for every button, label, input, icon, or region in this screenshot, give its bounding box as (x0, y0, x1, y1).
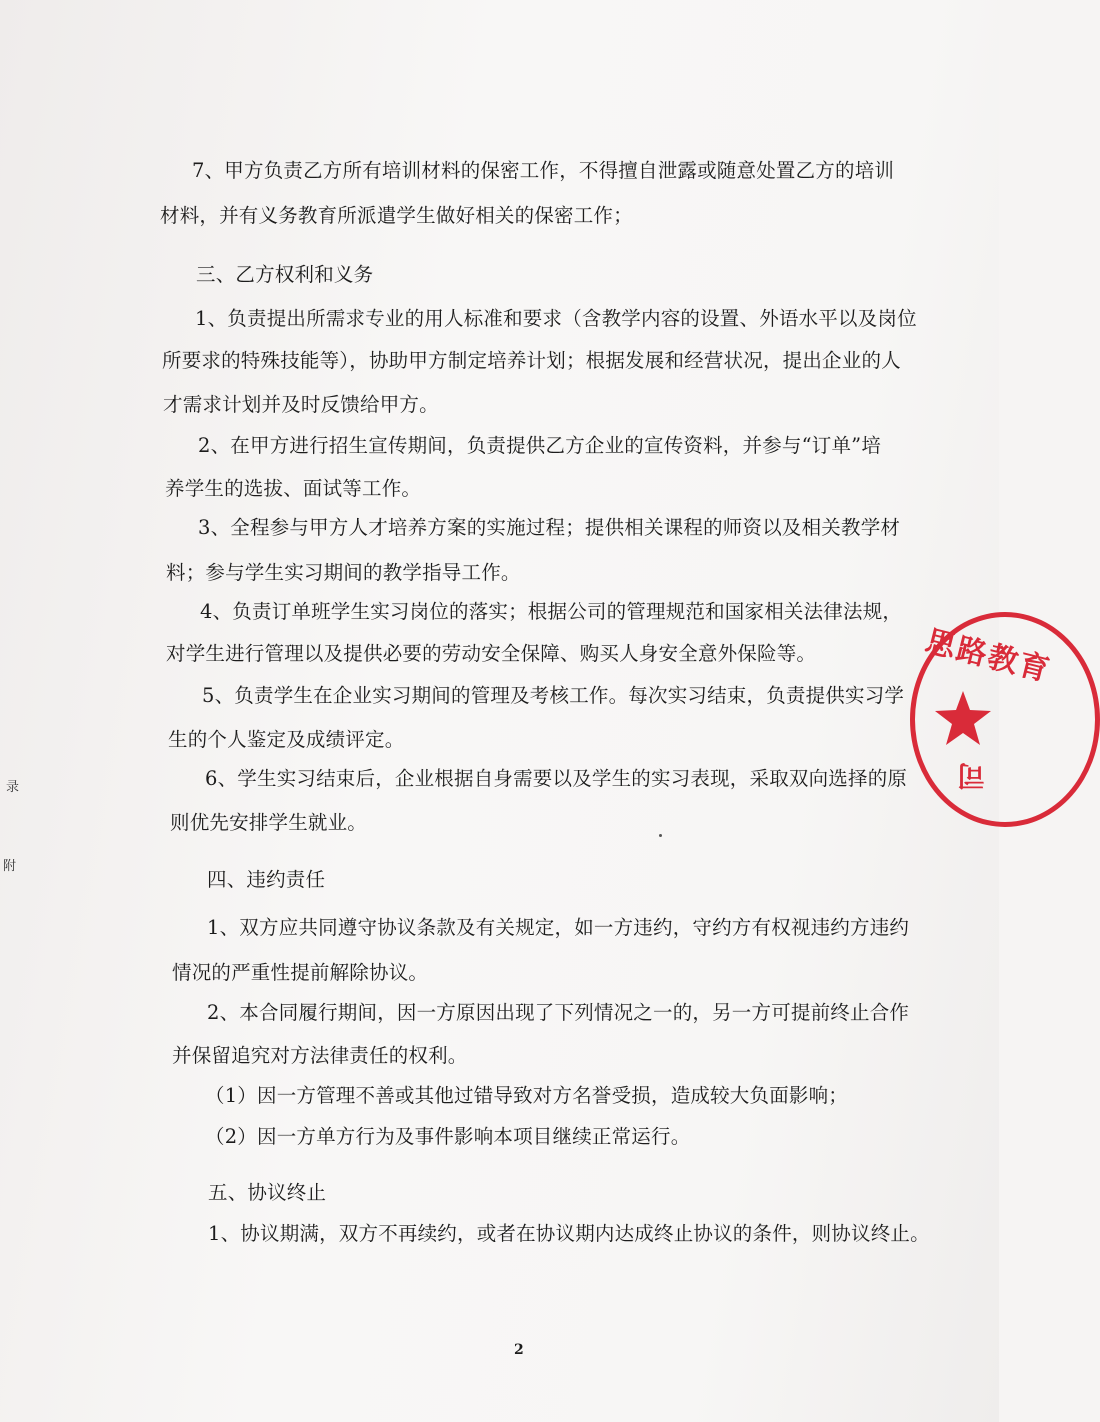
paragraph-line: 5、负责学生在企业实习期间的管理及考核工作。每次实习结束，负责提供实习学 (202, 684, 905, 707)
paragraph-line: 生的个人鉴定及成绩评定。 (168, 728, 405, 751)
paragraph-line: 1、双方应共同遵守协议条款及有关规定，如一方违约，守约方有权视违约方违约 (207, 916, 910, 939)
ink-speck (659, 834, 662, 837)
seal-text: 思路教育 (921, 623, 1055, 689)
paragraph-line: 所要求的特殊技能等），协助甲方制定培养计划；根据发展和经营状况，提出企业的人 (162, 349, 901, 372)
page-number: 2 (514, 1342, 524, 1358)
paragraph-line: 并保留追究对方法律责任的权利。 (172, 1044, 468, 1067)
paragraph-line: 7、甲方负责乙方所有培训材料的保密工作，不得擅自泄露或随意处置乙方的培训 (192, 159, 895, 182)
paragraph-line: 1、负责提出所需求专业的用人标准和要求（含教学内容的设置、外语水平以及岗位 (195, 307, 917, 330)
section-heading: 五、协议终止 (208, 1181, 327, 1204)
paragraph-line: 材料，并有义务教育所派遣学生做好相关的保密工作； (160, 204, 633, 227)
paragraph-line: 情况的严重性提前解除协议。 (172, 961, 429, 984)
paragraph-line: 料；参与学生实习期间的教学指导工作。 (166, 561, 521, 584)
section-heading: 四、违约责任 (207, 868, 326, 891)
paragraph-line: 2、本合同履行期间，因一方原因出现了下列情况之一的，另一方可提前终止合作 (207, 1001, 910, 1024)
paragraph-line: 则优先安排学生就业。 (170, 811, 368, 834)
paragraph-line: 4、负责订单班学生实习岗位的落实；根据公司的管理规范和国家相关法律法规， (200, 600, 903, 623)
paragraph-line: 对学生进行管理以及提供必要的劳动安全保障、购买人身安全意外保险等。 (166, 642, 817, 665)
company-seal (910, 612, 1100, 827)
seal-bottom-text: 司 (957, 759, 986, 792)
paragraph-line: 1、协议期满，双方不再续约，或者在协议期内达成终止协议的条件，则协议终止。 (208, 1222, 930, 1245)
margin-note: 录 (6, 780, 20, 795)
star-icon (933, 689, 993, 747)
margin-note: 附 (3, 859, 17, 874)
paragraph-line: 养学生的选拔、面试等工作。 (165, 477, 422, 500)
paragraph-line: （2）因一方单方行为及事件影响本项目继续正常运行。 (205, 1125, 691, 1148)
paragraph-line: 才需求计划并及时反馈给甲方。 (163, 393, 439, 416)
section-heading: 三、乙方权利和义务 (196, 263, 374, 286)
paragraph-line: 3、全程参与甲方人才培养方案的实施过程；提供相关课程的师资以及相关教学材 (198, 516, 901, 539)
paragraph-line: 6、学生实习结束后，企业根据自身需要以及学生的实习表现，采取双向选择的原 (205, 767, 908, 790)
paragraph-line: （1）因一方管理不善或其他过错导致对方名誉受损，造成较大负面影响； (205, 1084, 849, 1107)
paragraph-line: 2、在甲方进行招生宣传期间，负责提供乙方企业的宣传资料，并参与“订单”培 (198, 434, 882, 457)
